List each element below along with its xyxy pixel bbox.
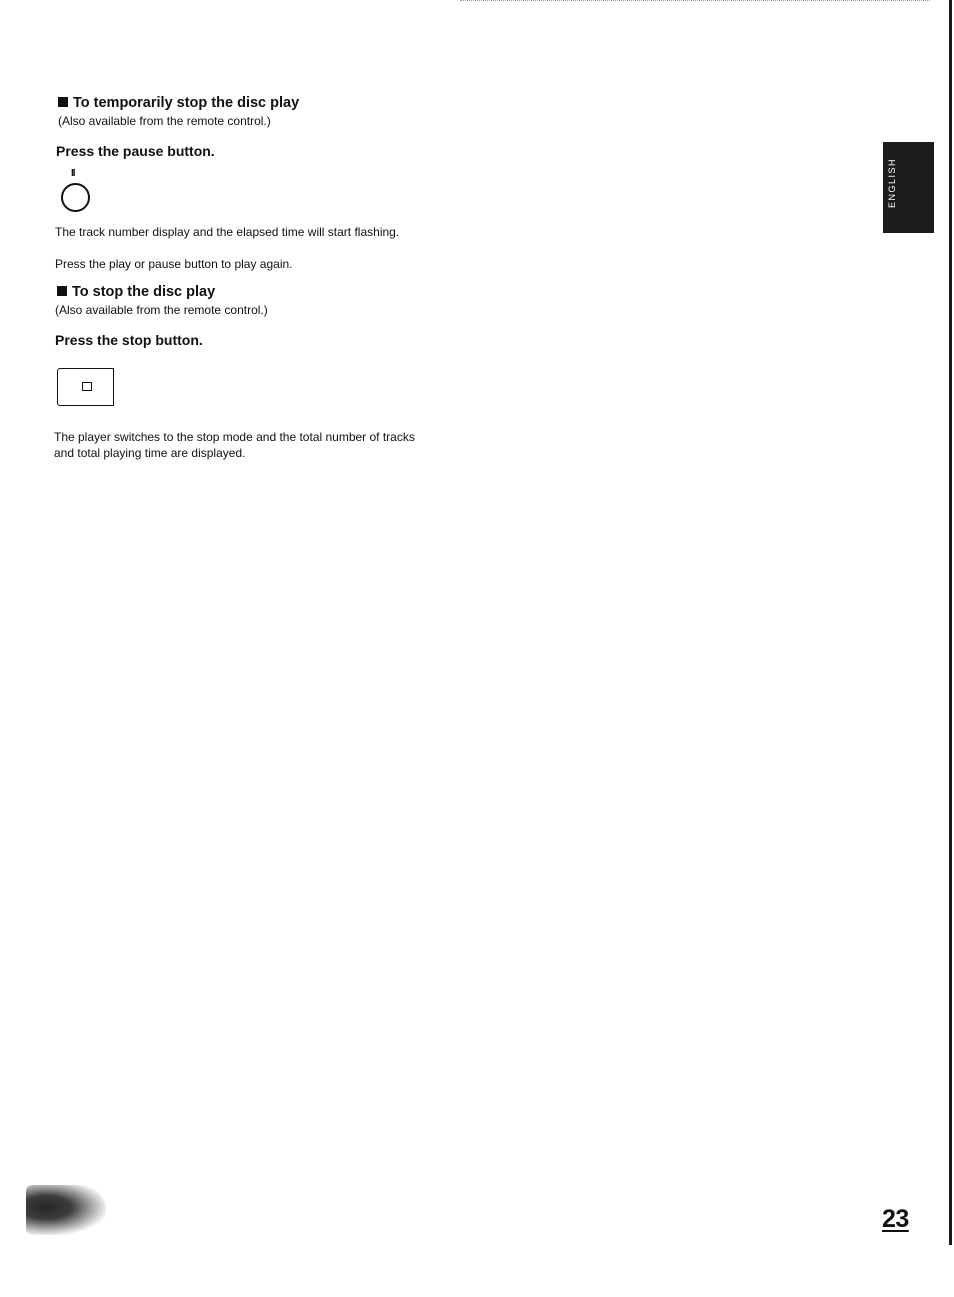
stop-description-line-2: and total playing time are displayed. — [54, 446, 246, 460]
pause-section-heading — [58, 95, 299, 111]
stop-description — [54, 429, 415, 461]
stop-description-line-1: The player switches to the stop mode and the total number of tracks — [54, 430, 415, 444]
stop-square-icon — [82, 382, 92, 391]
pause-instruction: Press the pause button. — [56, 143, 215, 159]
stop-section-heading — [57, 284, 215, 300]
square-bullet-icon — [57, 286, 67, 296]
pause-symbol-label: II — [71, 168, 75, 179]
square-bullet-icon — [58, 97, 68, 107]
language-tab — [883, 142, 934, 233]
language-tab-label: ENGLISH — [887, 157, 897, 208]
pause-circle-icon — [61, 183, 90, 212]
stop-heading-text: To stop the disc play — [72, 284, 216, 300]
pause-description: The track number display and the elapsed time will start flashing. — [55, 225, 400, 239]
right-edge-rule — [949, 0, 952, 1245]
pause-remote-note: (Also available from the remote control.) — [58, 114, 271, 128]
stop-instruction: Press the stop button. — [55, 332, 203, 348]
stop-button-illustration — [57, 368, 114, 406]
pause-resume-description: Press the play or pause button to play again. — [55, 257, 293, 271]
scan-corner-smudge — [26, 1185, 106, 1235]
page-number: 23 — [882, 1205, 909, 1233]
top-edge-rule — [460, 0, 930, 2]
pause-heading-text: To temporarily stop the disc play — [73, 95, 300, 111]
stop-remote-note: (Also available from the remote control.) — [55, 303, 268, 317]
